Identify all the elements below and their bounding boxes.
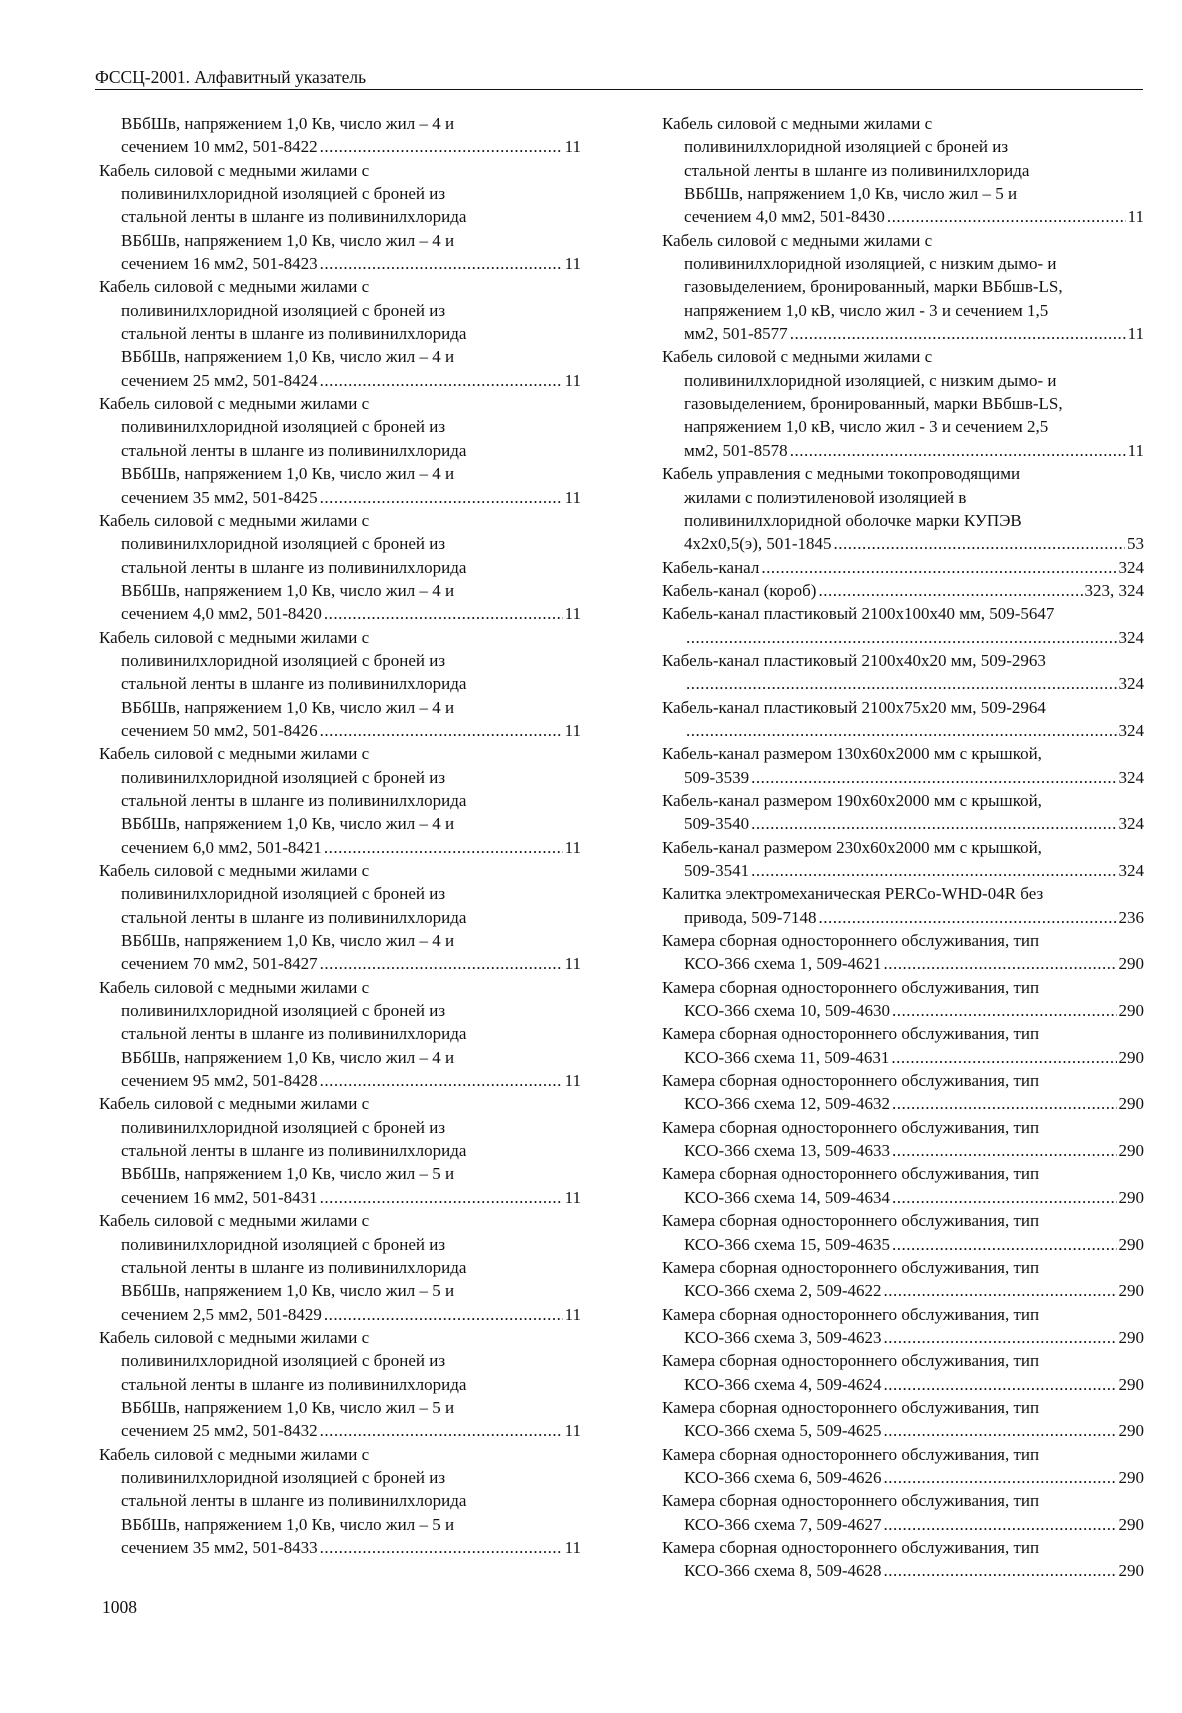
- entry-line: ВБбШв, напряжением 1,0 Кв, число жил – 4 и: [121, 1047, 455, 1067]
- entry-line: стальной ленты в шланге из поливинилхлорида: [121, 674, 467, 694]
- dot-leader: [892, 1092, 1117, 1115]
- entry-line: ВБбШв, напряжением 1,0 Кв, число жил – 5 и: [121, 1164, 455, 1184]
- dot-leader: [320, 135, 563, 158]
- entry-last-line: [99, 252, 581, 275]
- entry-line: поливинилхлоридной изоляцией с броней из: [121, 1467, 446, 1487]
- dot-leader: [320, 1419, 563, 1442]
- entry-line: ВБбШв, напряжением 1,0 Кв, число жил – 5 и: [121, 1514, 455, 1534]
- entry-line: Камера сборная одностороннего обслуживания, тип: [662, 1397, 1040, 1417]
- index-column-left: [99, 112, 581, 1559]
- page-reference: 11: [564, 254, 581, 274]
- page-reference: 11: [1127, 440, 1144, 460]
- entry-text: мм2, 501-8578: [684, 440, 788, 460]
- dot-leader: [883, 952, 1116, 975]
- dot-leader: [686, 719, 1117, 742]
- entry-text: КСО-366 схема 4, 509-4624: [684, 1374, 882, 1394]
- entry-line: поливинилхлоридной изоляцией с броней из: [121, 184, 446, 204]
- page-reference: 290: [1118, 1141, 1144, 1161]
- entry-line: поливинилхлоридной изоляцией с броней из: [121, 767, 446, 787]
- entry-last-line: [99, 1419, 581, 1442]
- page-reference: 11: [564, 837, 581, 857]
- entry-line: Кабель силовой с медными жилами с: [99, 1094, 370, 1114]
- dot-leader: [887, 205, 1126, 228]
- entry-text: сечением 2,5 мм2, 501-8429: [121, 1304, 322, 1324]
- entry-line: Кабель-канал пластиковый 2100х100х40 мм, 509-5647: [662, 604, 1055, 624]
- entry-line: стальной ленты в шланге из поливинилхлорида: [121, 207, 467, 227]
- index-entry: [662, 976, 1144, 1023]
- entry-line: стальной ленты в шланге из поливинилхлорида: [121, 790, 467, 810]
- entry-text: КСО-366 схема 13, 509-4633: [684, 1141, 890, 1161]
- dot-leader: [892, 999, 1117, 1022]
- dot-leader: [320, 952, 563, 975]
- dot-leader: [751, 859, 1116, 882]
- entry-text: КСО-366 схема 6, 509-4626: [684, 1467, 882, 1487]
- index-entry: [662, 882, 1144, 929]
- entry-line: Камера сборная одностороннего обслуживания, тип: [662, 1537, 1040, 1557]
- entry-text: сечением 4,0 мм2, 501-8430: [684, 207, 885, 227]
- index-entry: [662, 742, 1144, 789]
- entry-line: Кабель силовой с медными жилами с: [99, 1327, 370, 1347]
- dot-leader: [751, 812, 1116, 835]
- entry-text: сечением 16 мм2, 501-8423: [121, 254, 318, 274]
- entry-text: КСО-366 схема 5, 509-4625: [684, 1421, 882, 1441]
- entry-line: Калитка электромеханическая PERCo-WHD-04R без: [662, 884, 1044, 904]
- entry-text: КСО-366 схема 2, 509-4622: [684, 1281, 882, 1301]
- index-entry: [99, 859, 581, 976]
- index-entry: [662, 1162, 1144, 1209]
- page-reference: 11: [564, 1187, 581, 1207]
- page-reference: 11: [1127, 324, 1144, 344]
- index-entry: [99, 742, 581, 859]
- page-reference: 290: [1118, 1514, 1144, 1534]
- entry-line: поливинилхлоридной изоляцией с броней из: [121, 534, 446, 554]
- entry-last-line: [99, 836, 581, 859]
- entry-text: сечением 25 мм2, 501-8424: [121, 370, 318, 390]
- entry-line: Камера сборная одностороннего обслуживания, тип: [662, 1444, 1040, 1464]
- entry-line: Кабель силовой с медными жилами с: [99, 277, 370, 297]
- entry-line: стальной ленты в шланге из поливинилхлорида: [121, 440, 467, 460]
- entry-line: Камера сборная одностороннего обслуживания, тип: [662, 1304, 1040, 1324]
- entry-line: Камера сборная одностороннего обслуживания, тип: [662, 1117, 1040, 1137]
- entry-last-line: [662, 812, 1144, 835]
- entry-last-line: [662, 439, 1144, 462]
- entry-line: Камера сборная одностороннего обслуживания, тип: [662, 1024, 1040, 1044]
- entry-text: сечением 35 мм2, 501-8433: [121, 1537, 318, 1557]
- entry-line: поливинилхлоридной изоляцией, с низким дымо- и: [684, 370, 1057, 390]
- page-reference: 11: [564, 1421, 581, 1441]
- index-entry: [662, 556, 1144, 579]
- page-reference: 290: [1118, 1001, 1144, 1021]
- entry-line: газовыделением, бронированный, марки ВБбшв-LS,: [684, 277, 1063, 297]
- entry-text: КСО-366 схема 3, 509-4623: [684, 1327, 882, 1347]
- index-entry: [99, 1326, 581, 1443]
- index-entry: [99, 509, 581, 626]
- dot-leader: [883, 1419, 1116, 1442]
- entry-line: поливинилхлоридной оболочке марки КУПЭВ: [684, 510, 1022, 530]
- entry-line: Кабель управления с медными токопроводящими: [662, 464, 1021, 484]
- page-reference: 290: [1118, 1467, 1144, 1487]
- entry-line: ВБбШв, напряжением 1,0 Кв, число жил – 4 и: [121, 347, 455, 367]
- entry-line: стальной ленты в шланге из поливинилхлорида: [121, 907, 467, 927]
- entry-line: напряжением 1,0 кВ, число жил - 3 и сечением 1,5: [684, 300, 1049, 320]
- page-reference: 11: [564, 954, 581, 974]
- page-reference: 324: [1118, 557, 1144, 577]
- page-reference: 290: [1118, 1047, 1144, 1067]
- entry-last-line: [99, 1069, 581, 1092]
- index-entry: [662, 1489, 1144, 1536]
- entry-line: поливинилхлоридной изоляцией с броней из: [121, 1234, 446, 1254]
- entry-line: ВБбШв, напряжением 1,0 Кв, число жил – 4 и: [121, 814, 455, 834]
- entry-line: поливинилхлоридной изоляцией с броней из: [121, 417, 446, 437]
- index-entry: [662, 789, 1144, 836]
- entry-text: 4х2х0,5(э), 501-1845: [684, 534, 832, 554]
- entry-text: КСО-366 схема 12, 509-4632: [684, 1094, 890, 1114]
- dot-leader: [818, 906, 1116, 929]
- entry-last-line: [662, 906, 1144, 929]
- entry-line: ВБбШв, напряжением 1,0 Кв, число жил – 5 и: [121, 1281, 455, 1301]
- index-entry: [662, 1209, 1144, 1256]
- entry-text: сечением 10 мм2, 501-8422: [121, 137, 318, 157]
- index-entry: [99, 392, 581, 509]
- running-header: [95, 66, 1143, 90]
- page-reference: 324: [1118, 674, 1144, 694]
- page-reference: 53: [1127, 534, 1144, 554]
- entry-line: Камера сборная одностороннего обслуживания, тип: [662, 1164, 1040, 1184]
- index-entry: [662, 1022, 1144, 1069]
- entry-text: КСО-366 схема 15, 509-4635: [684, 1234, 890, 1254]
- entry-text: 509-3540: [684, 814, 750, 834]
- dot-leader: [686, 672, 1117, 695]
- entry-line: ВБбШв, напряжением 1,0 Кв, число жил – 5 и: [121, 1397, 455, 1417]
- entry-line: стальной ленты в шланге из поливинилхлорида: [121, 1141, 467, 1161]
- dot-leader: [686, 626, 1117, 649]
- dot-leader: [320, 252, 563, 275]
- index-entry: [662, 1396, 1144, 1443]
- entry-line: Кабель силовой с медными жилами с: [99, 977, 370, 997]
- dot-leader: [790, 322, 1126, 345]
- entry-line: ВБбШв, напряжением 1,0 Кв, число жил – 4 и: [121, 114, 455, 133]
- index-entry: [99, 1209, 581, 1326]
- entry-text: сечением 6,0 мм2, 501-8421: [121, 837, 322, 857]
- index-entry: [662, 112, 1144, 229]
- entry-line: поливинилхлоридной изоляцией с броней из: [121, 1001, 446, 1021]
- entry-text: КСО-366 схема 11, 509-4631: [684, 1047, 890, 1067]
- entry-last-line: [662, 205, 1144, 228]
- entry-text: сечением 25 мм2, 501-8432: [121, 1421, 318, 1441]
- entry-text: сечением 95 мм2, 501-8428: [121, 1071, 318, 1091]
- page-reference: 290: [1118, 1327, 1144, 1347]
- dot-leader: [883, 1466, 1116, 1489]
- entry-line: Кабель силовой с медными жилами с: [99, 861, 370, 880]
- entry-text: КСО-366 схема 1, 509-4621: [684, 954, 882, 974]
- index-entry: [662, 1116, 1144, 1163]
- entry-line: поливинилхлоридной изоляцией с броней из: [121, 884, 446, 904]
- dot-leader: [320, 369, 563, 392]
- dot-leader: [320, 1069, 563, 1092]
- index-entry: [99, 626, 581, 743]
- entry-line: Камера сборная одностороннего обслуживания, тип: [662, 1351, 1040, 1371]
- entry-line: Камера сборная одностороннего обслуживания, тип: [662, 1257, 1040, 1277]
- dot-leader: [883, 1559, 1116, 1582]
- dot-leader: [324, 836, 563, 859]
- entry-line: Кабель силовой с медными жилами с: [99, 744, 370, 764]
- index-entry: [662, 579, 1144, 602]
- entry-line: Камера сборная одностороннего обслуживания, тип: [662, 977, 1040, 997]
- index-entry: [662, 929, 1144, 976]
- dot-leader: [751, 766, 1116, 789]
- index-entry: [662, 462, 1144, 555]
- entry-last-line: [99, 719, 581, 742]
- entry-line: Кабель силовой с медными жилами с: [99, 627, 370, 647]
- index-entry: [662, 1303, 1144, 1350]
- entry-line: стальной ленты в шланге из поливинилхлорида: [121, 1024, 467, 1044]
- entry-last-line: [662, 532, 1144, 555]
- entry-last-line: [99, 1536, 581, 1559]
- page-reference: 290: [1118, 1421, 1144, 1441]
- entry-line: поливинилхлоридной изоляцией с броней из: [121, 1351, 446, 1371]
- index-entry: [662, 696, 1144, 743]
- entry-line: Кабель-канал пластиковый 2100х40х20 мм, 509-2963: [662, 650, 1046, 670]
- entry-line: Кабель силовой с медными жилами с: [662, 230, 933, 250]
- page-reference: 11: [564, 370, 581, 390]
- entry-line: Кабель силовой с медными жилами с: [99, 1444, 370, 1464]
- entry-line: Кабель-канал пластиковый 2100х75х20 мм, 509-2964: [662, 697, 1046, 717]
- page-reference: 290: [1118, 1234, 1144, 1254]
- index-entry: [662, 1443, 1144, 1490]
- dot-leader: [761, 556, 1116, 579]
- entry-text: КСО-366 схема 14, 509-4634: [684, 1187, 890, 1207]
- index-entry: [662, 649, 1144, 696]
- page-reference: 11: [564, 1537, 581, 1557]
- dot-leader: [324, 1303, 563, 1326]
- dot-leader: [834, 532, 1125, 555]
- entry-text: привода, 509-7148: [684, 907, 817, 927]
- entry-line: ВБбШв, напряжением 1,0 Кв, число жил – 4 и: [121, 230, 455, 250]
- entry-last-line: [662, 999, 1144, 1022]
- page-reference: 324: [1118, 720, 1144, 740]
- entry-line: Камера сборная одностороннего обслуживания, тип: [662, 1071, 1040, 1091]
- entry-line: Кабель силовой с медными жилами с: [99, 394, 370, 414]
- index-entry: [99, 976, 581, 1093]
- entry-last-line: [99, 952, 581, 975]
- entry-line: газовыделением, бронированный, марки ВБбшв-LS,: [684, 394, 1063, 414]
- dot-leader: [883, 1513, 1116, 1536]
- entry-text: мм2, 501-8577: [684, 324, 788, 344]
- entry-text: КСО-366 схема 10, 509-4630: [684, 1001, 890, 1021]
- page-reference: 290: [1118, 1094, 1144, 1114]
- entry-last-line: [662, 1466, 1144, 1489]
- dot-leader: [320, 719, 563, 742]
- dot-leader: [892, 1186, 1117, 1209]
- entry-last-line: [99, 486, 581, 509]
- entry-last-line: [662, 1046, 1144, 1069]
- page-reference: 290: [1118, 1187, 1144, 1207]
- entry-line: Камера сборная одностороннего обслуживания, тип: [662, 931, 1040, 951]
- page-reference: 11: [564, 604, 581, 624]
- dot-leader: [891, 1046, 1116, 1069]
- dot-leader: [790, 439, 1126, 462]
- index-entry: [662, 1069, 1144, 1116]
- index-entry: [662, 229, 1144, 346]
- entry-line: жилами с полиэтиленовой изоляцией в: [684, 487, 967, 507]
- entry-line: ВБбШв, напряжением 1,0 Кв, число жил – 4 и: [121, 697, 455, 717]
- page-reference: 290: [1118, 954, 1144, 974]
- entry-line: ВБбШв, напряжением 1,0 Кв, число жил – 4 и: [121, 464, 455, 484]
- entry-line: Кабель силовой с медными жилами с: [99, 160, 370, 180]
- entry-last-line: [662, 952, 1144, 975]
- page-reference: 324: [1118, 861, 1144, 880]
- entry-line: поливинилхлоридной изоляцией с броней из: [121, 1117, 446, 1137]
- index-entry: [662, 1349, 1144, 1396]
- entry-line: Кабель силовой с медными жилами с: [662, 347, 933, 367]
- page-reference: 11: [1127, 207, 1144, 227]
- entry-line: ВБбШв, напряжением 1,0 Кв, число жил – 4 и: [121, 931, 455, 951]
- entry-last-line: [662, 1559, 1144, 1582]
- index-entry: [99, 159, 581, 276]
- entry-last-line: [662, 1279, 1144, 1302]
- entry-text: КСО-366 схема 7, 509-4627: [684, 1514, 882, 1534]
- entry-last-line: [662, 1373, 1144, 1396]
- entry-line: поливинилхлоридной изоляцией с броней из: [121, 650, 446, 670]
- entry-last-line: [662, 1419, 1144, 1442]
- entry-line: стальной ленты в шланге из поливинилхлорида: [684, 160, 1030, 180]
- index-column-right: [662, 112, 1144, 1583]
- entry-text: сечением 4,0 мм2, 501-8420: [121, 604, 322, 624]
- entry-line: стальной ленты в шланге из поливинилхлорида: [121, 557, 467, 577]
- dot-leader: [324, 602, 563, 625]
- entry-line: Кабель-канал размером 190х60х2000 мм с крышкой,: [662, 790, 1042, 810]
- entry-line: Кабель-канал размером 230х60х2000 мм с крышкой,: [662, 837, 1042, 857]
- dot-leader: [320, 1536, 563, 1559]
- dot-leader: [883, 1279, 1116, 1302]
- index-entry: [662, 1256, 1144, 1303]
- entry-text: 509-3541: [684, 861, 750, 880]
- entry-last-line: [662, 322, 1144, 345]
- index-entry: [99, 112, 581, 159]
- entry-text: Кабель-канал (короб): [662, 580, 817, 600]
- entry-last-line: [662, 766, 1144, 789]
- page-reference: 11: [564, 1071, 581, 1091]
- page-reference: 236: [1118, 907, 1144, 927]
- entry-line: напряжением 1,0 кВ, число жил - 3 и сечением 2,5: [684, 417, 1049, 437]
- entry-last-line: [662, 1513, 1144, 1536]
- entry-line: Камера сборная одностороннего обслуживания, тип: [662, 1211, 1040, 1231]
- entry-line: стальной ленты в шланге из поливинилхлорида: [121, 1491, 467, 1511]
- entry-last-line: [662, 1326, 1144, 1349]
- entry-last-line: [99, 369, 581, 392]
- page-reference: 11: [564, 1304, 581, 1324]
- entry-line: стальной ленты в шланге из поливинилхлорида: [121, 1257, 467, 1277]
- page-reference: 11: [564, 720, 581, 740]
- entry-line: ВБбШв, напряжением 1,0 Кв, число жил – 4 и: [121, 580, 455, 600]
- entry-last-line: [662, 579, 1144, 602]
- dot-leader: [883, 1326, 1116, 1349]
- page-reference: 290: [1118, 1281, 1144, 1301]
- entry-line: Кабель силовой с медными жилами с: [662, 114, 933, 133]
- entry-last-line: [662, 556, 1144, 579]
- entry-last-line: [662, 859, 1144, 882]
- entry-line: Кабель силовой с медными жилами с: [99, 510, 370, 530]
- index-entry: [99, 1092, 581, 1209]
- page-reference: 11: [564, 487, 581, 507]
- dot-leader: [892, 1139, 1117, 1162]
- entry-text: КСО-366 схема 8, 509-4628: [684, 1561, 882, 1581]
- page-reference: 323, 324: [1084, 580, 1144, 600]
- header-title: ФССЦ-2001. Алфавитный указатель: [95, 67, 367, 87]
- index-entry: [662, 1536, 1144, 1583]
- entry-last-line: [662, 672, 1144, 695]
- page-reference: 324: [1118, 814, 1144, 834]
- page-reference: 11: [564, 137, 581, 157]
- page-reference: 290: [1118, 1561, 1144, 1581]
- entry-last-line: [662, 1139, 1144, 1162]
- entry-line: стальной ленты в шланге из поливинилхлорида: [121, 324, 467, 344]
- entry-text: сечением 35 мм2, 501-8425: [121, 487, 318, 507]
- dot-leader: [320, 1186, 563, 1209]
- entry-text: Кабель-канал: [662, 557, 760, 577]
- index-entry: [662, 602, 1144, 649]
- entry-last-line: [99, 1186, 581, 1209]
- index-entry: [662, 345, 1144, 462]
- page-number: 1008: [102, 1597, 137, 1617]
- dot-leader: [320, 486, 563, 509]
- entry-last-line: [662, 626, 1144, 649]
- entry-last-line: [662, 1186, 1144, 1209]
- entry-line: поливинилхлоридной изоляцией с броней из: [121, 300, 446, 320]
- index-entry: [662, 836, 1144, 883]
- page-reference: 324: [1118, 767, 1144, 787]
- entry-line: Кабель силовой с медными жилами с: [99, 1211, 370, 1231]
- dot-leader: [818, 579, 1082, 602]
- entry-line: Камера сборная одностороннего обслуживания, тип: [662, 1491, 1040, 1511]
- entry-last-line: [662, 719, 1144, 742]
- entry-line: стальной ленты в шланге из поливинилхлорида: [121, 1374, 467, 1394]
- entry-text: сечением 50 мм2, 501-8426: [121, 720, 318, 740]
- entry-text: сечением 16 мм2, 501-8431: [121, 1187, 318, 1207]
- entry-line: поливинилхлоридной изоляцией, с низким дымо- и: [684, 254, 1057, 274]
- entry-last-line: [99, 135, 581, 158]
- entry-last-line: [99, 602, 581, 625]
- index-entry: [99, 1443, 581, 1560]
- entry-line: Кабель-канал размером 130х60х2000 мм с крышкой,: [662, 744, 1042, 764]
- entry-last-line: [662, 1092, 1144, 1115]
- entry-last-line: [99, 1303, 581, 1326]
- entry-text: 509-3539: [684, 767, 750, 787]
- page-reference: 324: [1118, 627, 1144, 647]
- index-entry: [99, 275, 581, 392]
- entry-line: поливинилхлоридной изоляцией с броней из: [684, 137, 1009, 157]
- page-reference: 290: [1118, 1374, 1144, 1394]
- dot-leader: [892, 1233, 1117, 1256]
- dot-leader: [883, 1373, 1116, 1396]
- entry-last-line: [662, 1233, 1144, 1256]
- entry-line: ВБбШв, напряжением 1,0 Кв, число жил – 5 и: [684, 184, 1018, 204]
- entry-text: сечением 70 мм2, 501-8427: [121, 954, 318, 974]
